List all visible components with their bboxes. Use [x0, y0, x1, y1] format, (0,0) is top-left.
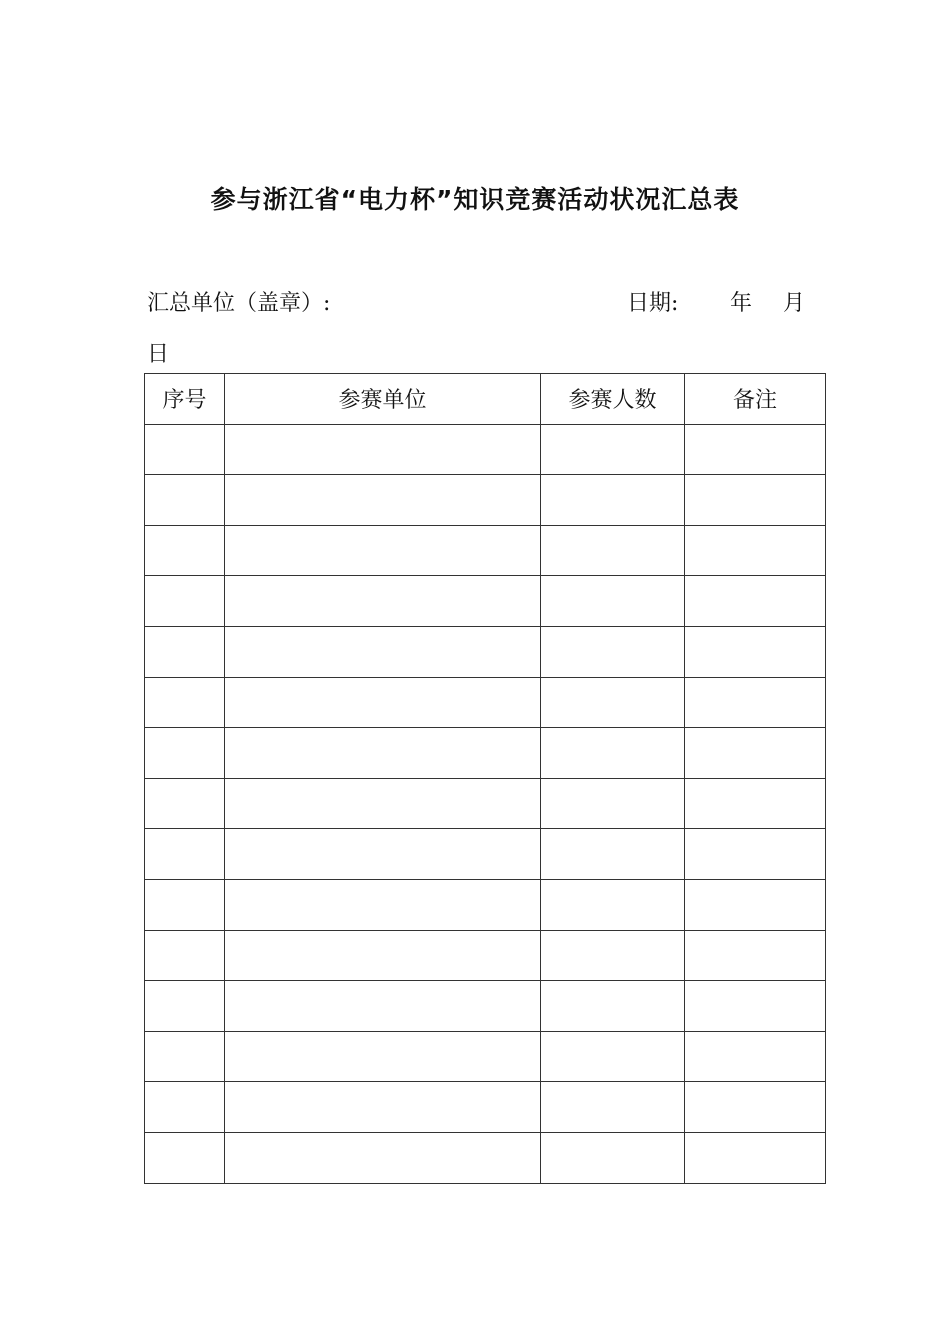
row-participants-cell[interactable]	[541, 475, 685, 526]
table-row	[145, 576, 826, 627]
year-label: 年	[730, 291, 753, 316]
column-header-unit: 参赛单位	[225, 374, 541, 425]
table-row	[145, 626, 826, 677]
row-participants-cell[interactable]	[541, 525, 685, 576]
row-index-cell[interactable]	[145, 1132, 225, 1183]
row-index-cell[interactable]	[145, 475, 225, 526]
row-remarks-cell[interactable]	[685, 778, 826, 829]
summary-unit-label: 汇总单位（盖章）:	[147, 291, 331, 316]
table-row	[145, 778, 826, 829]
day-label: 日	[147, 342, 170, 367]
row-index-cell[interactable]	[145, 981, 225, 1032]
table-body	[145, 424, 826, 1183]
row-remarks-cell[interactable]	[685, 930, 826, 981]
row-unit-cell[interactable]	[225, 626, 541, 677]
table-row	[145, 930, 826, 981]
row-remarks-cell[interactable]	[685, 728, 826, 779]
table-row	[145, 424, 826, 475]
row-index-cell[interactable]	[145, 576, 225, 627]
row-unit-cell[interactable]	[225, 576, 541, 627]
table-row	[145, 1031, 826, 1082]
row-unit-cell[interactable]	[225, 525, 541, 576]
row-participants-cell[interactable]	[541, 1031, 685, 1082]
table-row	[145, 1132, 826, 1183]
table-header-row	[145, 374, 826, 425]
table-row	[145, 525, 826, 576]
row-unit-cell[interactable]	[225, 829, 541, 880]
row-remarks-cell[interactable]	[685, 879, 826, 930]
row-index-cell[interactable]	[145, 829, 225, 880]
row-participants-cell[interactable]	[541, 576, 685, 627]
table-row	[145, 475, 826, 526]
row-remarks-cell[interactable]	[685, 626, 826, 677]
row-unit-cell[interactable]	[225, 930, 541, 981]
row-unit-cell[interactable]	[225, 677, 541, 728]
row-unit-cell[interactable]	[225, 879, 541, 930]
column-header-index: 序号	[145, 374, 225, 425]
table-row	[145, 1082, 826, 1133]
row-participants-cell[interactable]	[541, 1132, 685, 1183]
row-index-cell[interactable]	[145, 1082, 225, 1133]
row-remarks-cell[interactable]	[685, 576, 826, 627]
row-index-cell[interactable]	[145, 930, 225, 981]
month-label: 月	[783, 291, 806, 316]
document-title: 参与浙江省“电力杯”知识竞赛活动状况汇总表	[210, 185, 740, 214]
row-remarks-cell[interactable]	[685, 424, 826, 475]
row-index-cell[interactable]	[145, 1031, 225, 1082]
row-unit-cell[interactable]	[225, 778, 541, 829]
row-participants-cell[interactable]	[541, 879, 685, 930]
row-unit-cell[interactable]	[225, 424, 541, 475]
row-participants-cell[interactable]	[541, 424, 685, 475]
column-header-participants: 参赛人数	[541, 374, 685, 425]
row-unit-cell[interactable]	[225, 475, 541, 526]
row-remarks-cell[interactable]	[685, 1132, 826, 1183]
row-participants-cell[interactable]	[541, 930, 685, 981]
row-participants-cell[interactable]	[541, 778, 685, 829]
row-remarks-cell[interactable]	[685, 475, 826, 526]
row-participants-cell[interactable]	[541, 981, 685, 1032]
table-row	[145, 728, 826, 779]
row-unit-cell[interactable]	[225, 1031, 541, 1082]
row-remarks-cell[interactable]	[685, 829, 826, 880]
row-participants-cell[interactable]	[541, 728, 685, 779]
summary-table	[144, 373, 826, 1184]
row-participants-cell[interactable]	[541, 1082, 685, 1133]
row-index-cell[interactable]	[145, 626, 225, 677]
row-unit-cell[interactable]	[225, 1082, 541, 1133]
row-index-cell[interactable]	[145, 879, 225, 930]
row-remarks-cell[interactable]	[685, 981, 826, 1032]
row-index-cell[interactable]	[145, 778, 225, 829]
table-row	[145, 879, 826, 930]
row-unit-cell[interactable]	[225, 1132, 541, 1183]
table-row	[145, 981, 826, 1032]
row-participants-cell[interactable]	[541, 829, 685, 880]
row-index-cell[interactable]	[145, 424, 225, 475]
row-remarks-cell[interactable]	[685, 1082, 826, 1133]
row-unit-cell[interactable]	[225, 728, 541, 779]
row-index-cell[interactable]	[145, 728, 225, 779]
row-remarks-cell[interactable]	[685, 1031, 826, 1082]
table-row	[145, 677, 826, 728]
column-header-remarks: 备注	[685, 374, 826, 425]
row-unit-cell[interactable]	[225, 981, 541, 1032]
row-remarks-cell[interactable]	[685, 677, 826, 728]
row-participants-cell[interactable]	[541, 677, 685, 728]
row-index-cell[interactable]	[145, 525, 225, 576]
date-label: 日期:	[627, 291, 679, 316]
row-remarks-cell[interactable]	[685, 525, 826, 576]
table-row	[145, 829, 826, 880]
row-participants-cell[interactable]	[541, 626, 685, 677]
row-index-cell[interactable]	[145, 677, 225, 728]
